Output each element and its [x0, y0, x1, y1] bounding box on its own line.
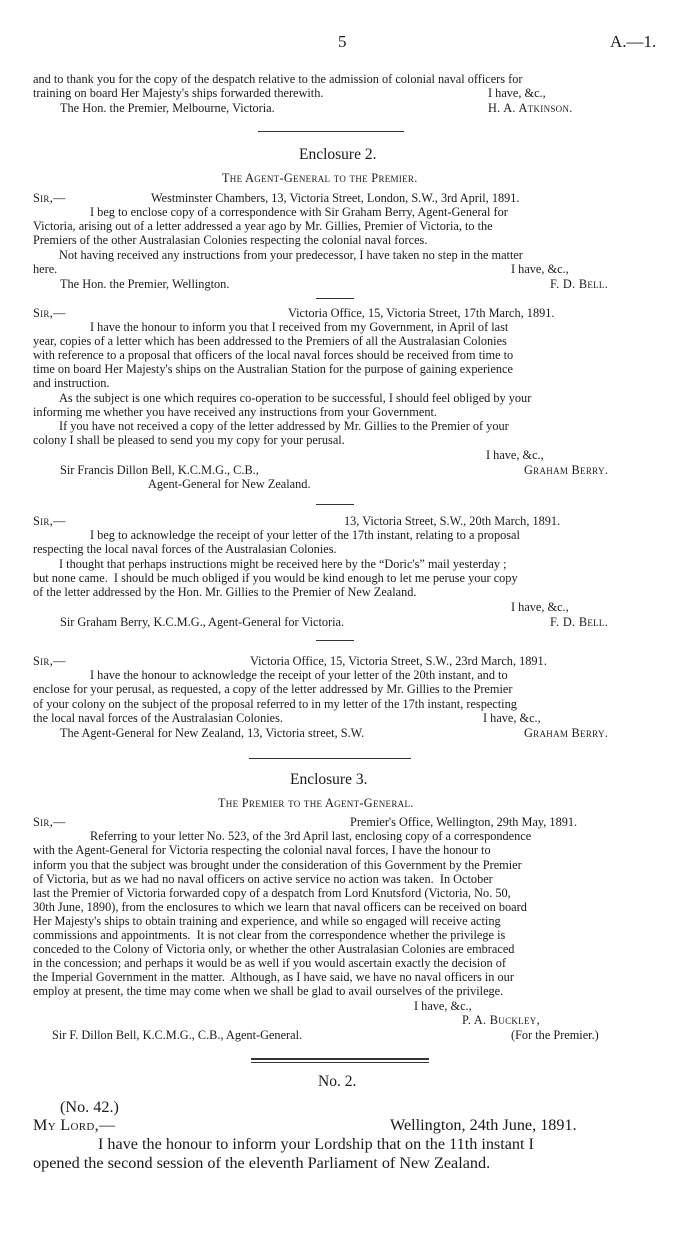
body-line: time on board Her Majesty's ships on the Australian Station for the purpose of gaining experience [33, 362, 513, 376]
body-line: commissions and appointments. It is not clear from the correspondence whether the privilege is [33, 928, 506, 942]
body-line: Premiers of the other Australasian Colonies respecting the colonial naval forces. [33, 233, 428, 247]
salutation: Sir,— [33, 306, 66, 320]
salutation: Sir,— [33, 191, 66, 205]
series-number: A.—1. [610, 32, 657, 51]
body-line: employ at present, the time may come when we shall be glad to avail ourselves of the privilege. [33, 984, 504, 998]
divider [316, 298, 354, 299]
body-line: colony I shall be pleased to send you my copy for your perusal. [33, 433, 345, 447]
body-line: training on board Her Majesty's ships forwarded therewith. [33, 86, 324, 100]
divider [316, 640, 354, 641]
signature: H. A. Atkinson. [488, 101, 573, 115]
letter-address: 13, Victoria Street, S.W., 20th March, 1891. [344, 514, 561, 528]
salutation: Sir,— [33, 815, 66, 829]
signature: F. D. Bell. [550, 615, 609, 629]
body-line: conceded to the Colony of Victoria only, or whether the other Australasian Colonies are embraced [33, 942, 515, 956]
enclosure-title: Enclosure 3. [290, 771, 368, 788]
letter-address: Victoria Office, 15, Victoria Street, 17th March, 1891. [288, 306, 555, 320]
body-line: year, copies of a letter which has been addressed to the Premiers of all the Australasian Colonies [33, 334, 507, 348]
page-number: 5 [338, 32, 347, 51]
addressee: The Agent-General for New Zealand, 13, Victoria street, S.W. [60, 726, 365, 740]
signature: Graham Berry. [524, 463, 609, 477]
body-line: Referring to your letter No. 523, of the 3rd April last, enclosing copy of a correspondence [90, 829, 532, 843]
letter-address: Premier's Office, Wellington, 29th May, 1891. [350, 815, 578, 829]
body-line: of your colony on the subject of the proposal referred to in my letter of the 17th instant, respecting [33, 697, 517, 711]
letter-address: Wellington, 24th June, 1891. [390, 1116, 577, 1134]
body-line: respecting the local naval forces of the Australasian Colonies. [33, 542, 337, 556]
body-line: with the Agent-General for Victoria respecting the colonial naval forces, I have the honour to [33, 843, 491, 857]
closing: I have, &c., [483, 711, 541, 725]
divider [249, 758, 411, 759]
body-line: Victoria, arising out of a letter addressed a year ago by Mr. Gillies, Premier of Victoria, to the [33, 219, 493, 233]
signature-note: (For the Premier.) [511, 1028, 599, 1042]
divider [251, 1058, 429, 1060]
body-line: I thought that perhaps instructions might be received here by the “Doric's” mail yesterday ; [59, 557, 507, 571]
addressee: Sir F. Dillon Bell, K.C.M.G., C.B., Agent-General. [52, 1028, 303, 1042]
section-title: No. 2. [318, 1073, 357, 1090]
body-line: Her Majesty's ships to obtain training and experience, and while so engaged will receive acting [33, 914, 501, 928]
body-line: of Victoria, but as we had no naval officers on active service no action was taken. In October [33, 872, 493, 886]
closing: I have, &c., [511, 600, 569, 614]
closing: I have, &c., [488, 86, 546, 100]
body-line: If you have not received a copy of the letter addressed by Mr. Gillies to the Premier of your [59, 419, 509, 433]
enclosure-title: Enclosure 2. [299, 146, 377, 163]
letter-address: Victoria Office, 15, Victoria Street, S.W., 23rd March, 1891. [250, 654, 547, 668]
closing: I have, &c., [414, 999, 472, 1013]
despatch-reference: (No. 42.) [60, 1098, 119, 1116]
salutation: Sir,— [33, 514, 66, 528]
body-line: of the letter addressed by the Hon. Mr. Gillies to the Premier of New Zealand. [33, 585, 417, 599]
closing: I have, &c., [511, 262, 569, 276]
signature: F. D. Bell. [550, 277, 609, 291]
body-line: and to thank you for the copy of the despatch relative to the admission of colonial naval officers for [33, 72, 523, 86]
body-line: I have the honour to inform you that I received from my Government, in April of last [90, 320, 509, 334]
body-line: with reference to a proposal that officers of the local naval forces should be received from time to [33, 348, 514, 362]
body-line: enclose for your perusal, as requested, a copy of the letter addressed by Mr. Gillies to the Premier [33, 682, 513, 696]
body-line: I have the honour to acknowledge the receipt of your letter of the 20th instant, and to [90, 668, 508, 682]
divider [258, 131, 404, 132]
body-line: here. [33, 262, 58, 276]
body-line: I have the honour to inform your Lordship that on the 11th instant I [98, 1135, 534, 1153]
salutation: My Lord,— [33, 1116, 116, 1134]
letter-address: Westminster Chambers, 13, Victoria Street, London, S.W., 3rd April, 1891. [151, 191, 520, 205]
addressee: Sir Francis Dillon Bell, K.C.M.G., C.B., [60, 463, 259, 477]
addressee: The Hon. the Premier, Wellington. [60, 277, 230, 291]
body-line: but none came. I should be much obliged if you would be kind enough to let me peruse your copy [33, 571, 518, 585]
body-line: the local naval forces of the Australasian Colonies. [33, 711, 283, 725]
enclosure-subtitle: The Premier to the Agent-General. [218, 796, 414, 810]
body-line: informing me whether you have received any instructions from your Government. [33, 405, 437, 419]
body-line: the Imperial Government in the matter. Although, as I have said, we have no naval officers in our [33, 970, 514, 984]
closing: I have, &c., [486, 448, 544, 462]
signature: Graham Berry. [524, 726, 609, 740]
body-line: and instruction. [33, 376, 110, 390]
addressee: Sir Graham Berry, K.C.M.G., Agent-General for Victoria. [60, 615, 345, 629]
body-line: 30th June, 1890), from the enclosures to which we learn that naval officers can be received on board [33, 900, 527, 914]
body-line: I beg to acknowledge the receipt of your letter of the 17th instant, relating to a proposal [90, 528, 520, 542]
body-line: inform you that the subject was brought under the consideration of this Government by the Premier [33, 858, 522, 872]
signature: P. A. Buckley, [462, 1013, 540, 1027]
body-line: last the Premier of Victoria forwarded copy of a despatch from Lord Knutsford (Victoria, No. 50, [33, 886, 511, 900]
body-line: I beg to enclose copy of a correspondence with Sir Graham Berry, Agent-General for [90, 205, 508, 219]
body-line: As the subject is one which requires co-operation to be successful, I should feel obliged by your [59, 391, 532, 405]
body-line: in the concession; and perhaps it would be as well if you would ascertain exactly the decision of [33, 956, 506, 970]
addressee: Agent-General for New Zealand. [148, 477, 311, 491]
salutation: Sir,— [33, 654, 66, 668]
enclosure-subtitle: The Agent-General to the Premier. [222, 171, 418, 185]
divider [316, 504, 354, 505]
body-line: Not having received any instructions from your predecessor, I have taken no step in the matter [59, 248, 523, 262]
body-line: opened the second session of the eleventh Parliament of New Zealand. [33, 1154, 491, 1172]
addressee: The Hon. the Premier, Melbourne, Victoria. [60, 101, 275, 115]
divider [251, 1062, 429, 1063]
